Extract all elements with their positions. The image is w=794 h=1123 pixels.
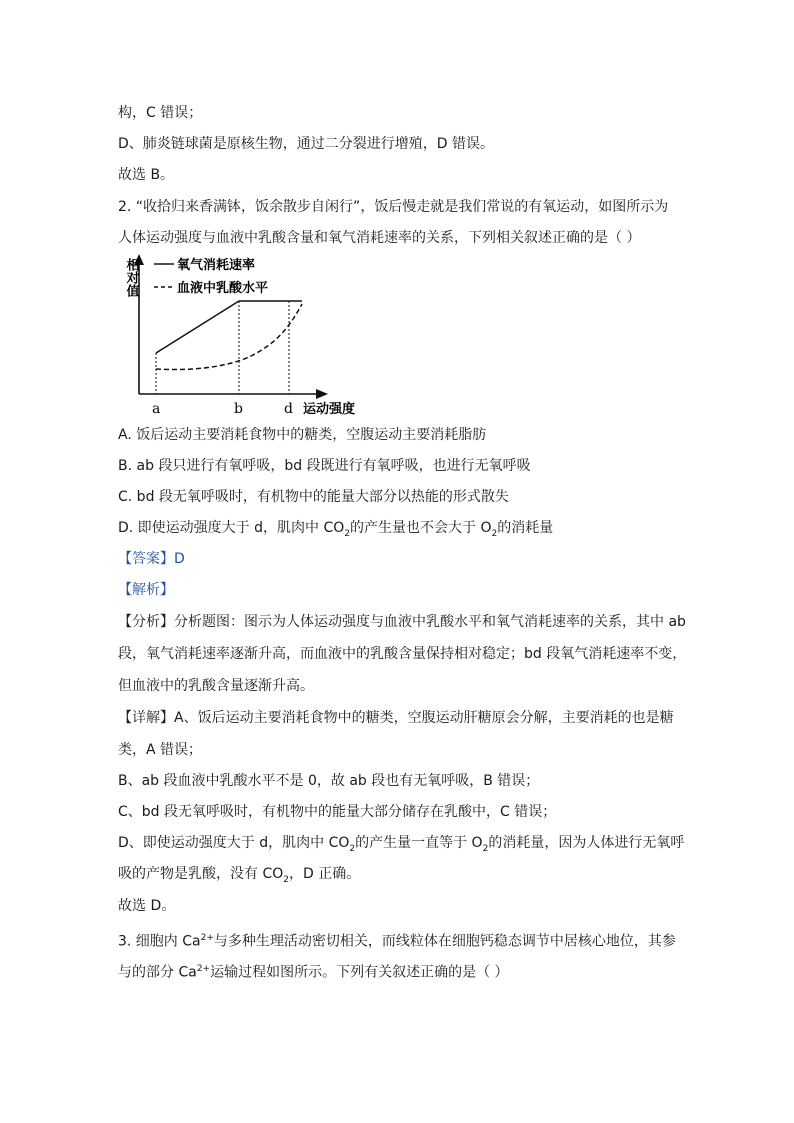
text-line-1: 构，C 错误； xyxy=(118,105,203,121)
analysis-line-1: 【分析】分析题图：图示为人体运动强度与血液中乳酸水平和氧气消耗速率的关系，其中 ab xyxy=(118,614,686,630)
detail-6-text-1: 吸的产物是乳酸，没有 CO xyxy=(118,866,284,882)
exercise-intensity-graph xyxy=(118,250,368,420)
oxygen-consumption-curve xyxy=(156,301,302,353)
detail-5-text-1: D、即使运动强度大于 d，肌肉中 CO xyxy=(118,835,350,851)
detail-line-1: 【详解】A、饭后运动主要消耗食物中的糖类，空腹运动肝糖原会分解，主要消耗的也是糖 xyxy=(118,710,674,726)
q3b-sup: 2+ xyxy=(196,964,211,974)
q3b-text-1: 与的部分 Ca xyxy=(118,964,197,981)
question-2-line-1: 2. “收拾归来香满钵，饭余散步自闲行”，饭后慢走就是我们常说的有氧运动，如图所示为 xyxy=(118,199,669,215)
answer-label: 【答案】D xyxy=(118,551,185,567)
detail-line-2: 类，A 错误； xyxy=(118,742,203,758)
detail-5-sub-2: 2 xyxy=(482,843,489,854)
detail-line-3: B、ab 段血液中乳酸水平不是 0，故 ab 段也有无氧呼吸，B 错误； xyxy=(118,773,540,789)
q3b-text-2: 运输过程如图所示。下列有关叙述正确的是（ ） xyxy=(210,964,509,981)
q3-text-2: 与多种生理活动密切相关，而线粒体在细胞钙稳态调节中居核心地位，其参 xyxy=(213,933,676,950)
x-axis-label: 运动强度 xyxy=(303,402,356,417)
lactate-level-curve xyxy=(156,304,302,370)
option-b: B. ab 段只进行有氧呼吸，bd 段既进行有氧呼吸，也进行无氧呼吸 xyxy=(118,458,531,474)
detail-5-text-2: 的产生量一直等于 O xyxy=(355,835,483,851)
detail-line-4: C、bd 段无氧呼吸时，有机物中的能量大部分储存在乳酸中，C 错误； xyxy=(118,804,557,820)
q3-text-1: 3. 细胞内 Ca xyxy=(118,933,201,950)
detail-line-6 xyxy=(118,864,360,890)
option-d-text-3: 的消耗量 xyxy=(497,520,554,536)
legend-dashed-label: 血液中乳酸水平 xyxy=(177,281,269,296)
detail-6-text-2: ，D 正确。 xyxy=(288,866,361,882)
tick-a: a xyxy=(152,401,161,417)
question-3-line-2 xyxy=(118,959,509,983)
analysis-line-2: 段，氧气消耗速率逐渐升高，而血液中的乳酸含量保持相对稳定；bd 段氧气消耗速率不变， xyxy=(118,646,687,662)
analysis-label: 【解析】 xyxy=(118,582,174,598)
text-line-2: D、肺炎链球菌是原核生物，通过二分裂进行增殖，D 错误。 xyxy=(118,136,495,152)
option-d-text-2: 的产生量也不会大于 O xyxy=(350,520,492,536)
option-d-sub-1: 2 xyxy=(344,528,350,539)
option-d xyxy=(118,518,553,544)
option-a: A. 饭后运动主要消耗食物中的糖类，空腹运动主要消耗脂肪 xyxy=(118,427,487,443)
detail-5-sub-1: 2 xyxy=(349,843,356,854)
question-2-line-2: 人体运动强度与血液中乳酸含量和氧气消耗速率的关系，下列相关叙述正确的是（ ） xyxy=(118,230,641,246)
tick-d: d xyxy=(284,401,293,417)
q3-sup-1: 2+ xyxy=(200,933,214,943)
y-axis-label: 相对值 xyxy=(123,258,139,297)
tick-b: b xyxy=(234,401,243,417)
analysis-line-3: 但血液中的乳酸含量逐渐升高。 xyxy=(118,678,314,694)
legend-solid-label: 氧气消耗速率 xyxy=(177,258,256,273)
detail-5-text-3: 的消耗量，因为人体进行无氧呼 xyxy=(488,835,685,851)
detail-line-5 xyxy=(118,833,684,859)
option-d-text-1: D. 即使运动强度大于 d，肌肉中 CO xyxy=(118,520,345,536)
question-3-line-1 xyxy=(118,928,676,952)
x-axis-arrow xyxy=(316,389,328,399)
detail-6-sub: 2 xyxy=(283,874,289,885)
text-line-3: 故选 B。 xyxy=(118,167,175,183)
option-c: C. bd 段无氧呼吸时，有机物中的能量大部分以热能的形式散失 xyxy=(118,489,509,505)
option-d-sub-2: 2 xyxy=(491,528,498,539)
detail-line-7: 故选 D。 xyxy=(118,898,176,914)
